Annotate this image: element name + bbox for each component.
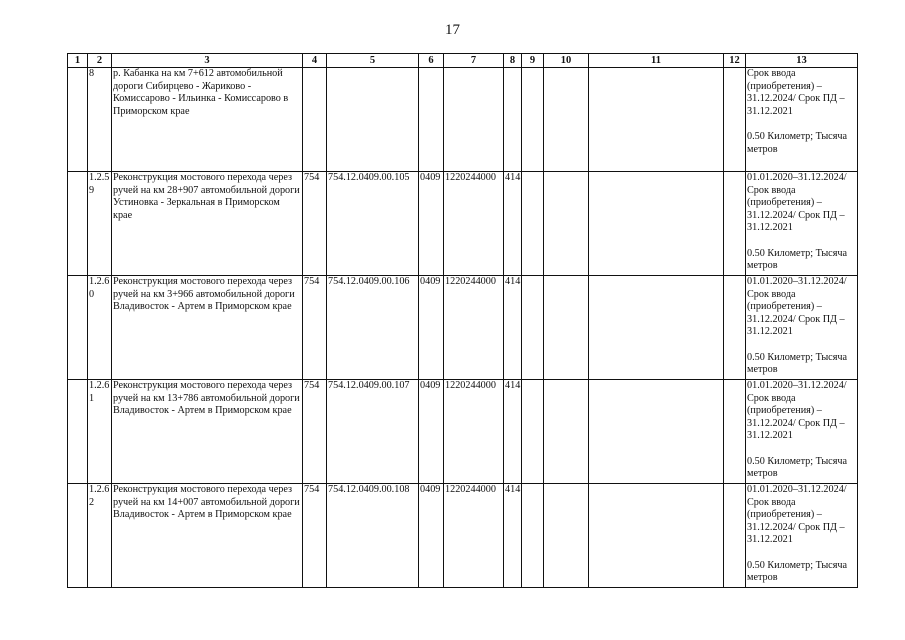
col-header-12: 12: [724, 54, 746, 68]
cell-col10: [544, 276, 589, 380]
terms-text: 01.01.2020–31.12.2024/ Срок ввода (приобретения) – 31.12.2024/ Срок ПД – 31.12.2021: [747, 380, 847, 442]
cell-col1: [68, 380, 88, 484]
cell-col11: [589, 276, 724, 380]
col-header-1: 1: [68, 54, 88, 68]
capacity-text: 0.50 Километр; Тысяча метров: [747, 559, 848, 584]
table-row: [68, 484, 858, 588]
cell-target-code: 1220244000: [444, 276, 504, 380]
cell-expense-type: 414: [504, 172, 522, 276]
cell-section-code: [419, 68, 444, 172]
cell-object-name: Реконструкция мостового перехода через ручей на км 28+907 автомобильной дороги Устиновка - Зеркальная в Приморском крае: [112, 172, 303, 276]
cell-grbs-code: 754: [303, 172, 327, 276]
table-row: [68, 172, 858, 276]
cell-item-number: 1.2.61: [88, 380, 112, 484]
cell-expense-type: 414: [504, 380, 522, 484]
table-row: [68, 380, 858, 484]
cell-col12: [724, 172, 746, 276]
cell-expense-type: 414: [504, 276, 522, 380]
cell-target-code: 1220244000: [444, 484, 504, 588]
table-row: [68, 276, 858, 380]
cell-object-code: [327, 68, 419, 172]
col-header-13: 13: [746, 54, 858, 68]
cell-object-name: р. Кабанка на км 7+612 автомобильной дороги Сибирцево - Жариково - Комиссарово - Ильинка - Комиссарово в Приморском крае: [112, 68, 303, 172]
cell-col12: [724, 68, 746, 172]
col-header-5: 5: [327, 54, 419, 68]
cell-object-code: 754.12.0409.00.105: [327, 172, 419, 276]
cell-grbs-code: 754: [303, 380, 327, 484]
col-header-9: 9: [522, 54, 544, 68]
cell-terms-capacity: [746, 484, 858, 588]
capacity-text: 0.50 Километр; Тысяча метров: [747, 455, 848, 480]
cell-col12: [724, 484, 746, 588]
cell-col10: [544, 68, 589, 172]
cell-item-number: 8: [88, 68, 112, 172]
col-header-3: 3: [112, 54, 303, 68]
page-number: 17: [445, 22, 460, 38]
cell-col10: [544, 172, 589, 276]
col-header-4: 4: [303, 54, 327, 68]
cell-terms-capacity: [746, 276, 858, 380]
cell-col1: [68, 172, 88, 276]
terms-text: 01.01.2020–31.12.2024/ Срок ввода (приобретения) – 31.12.2024/ Срок ПД – 31.12.2021: [747, 172, 847, 234]
table-row: [68, 68, 858, 172]
col-header-8: 8: [504, 54, 522, 68]
cell-item-number: 1.2.60: [88, 276, 112, 380]
col-header-7: 7: [444, 54, 504, 68]
cell-col1: [68, 276, 88, 380]
cell-object-name: Реконструкция мостового перехода через ручей на км 13+786 автомобильной дороги Владивосток - Артем в Приморском крае: [112, 380, 303, 484]
cell-item-number: 1.2.62: [88, 484, 112, 588]
capacity-text: 0.50 Километр; Тысяча метров: [747, 247, 848, 272]
cell-col10: [544, 380, 589, 484]
cell-object-code: 754.12.0409.00.108: [327, 484, 419, 588]
cell-terms-capacity: [746, 68, 858, 172]
terms-text: 01.01.2020–31.12.2024/ Срок ввода (приобретения) – 31.12.2024/ Срок ПД – 31.12.2021: [747, 484, 847, 546]
cell-col9: [522, 380, 544, 484]
data-table: [67, 53, 858, 588]
cell-terms-capacity: [746, 172, 858, 276]
col-header-11: 11: [589, 54, 724, 68]
cell-col9: [522, 172, 544, 276]
cell-expense-type: [504, 68, 522, 172]
cell-col9: [522, 68, 544, 172]
col-header-2: 2: [88, 54, 112, 68]
cell-grbs-code: [303, 68, 327, 172]
cell-col11: [589, 380, 724, 484]
cell-section-code: 0409: [419, 380, 444, 484]
cell-col12: [724, 276, 746, 380]
cell-target-code: 1220244000: [444, 172, 504, 276]
cell-section-code: 0409: [419, 276, 444, 380]
cell-col1: [68, 68, 88, 172]
cell-object-code: 754.12.0409.00.106: [327, 276, 419, 380]
terms-text: Срок ввода (приобретения) – 31.12.2024/ Срок ПД – 31.12.2021: [747, 68, 845, 117]
cell-grbs-code: 754: [303, 484, 327, 588]
cell-object-code: 754.12.0409.00.107: [327, 380, 419, 484]
cell-target-code: 1220244000: [444, 380, 504, 484]
cell-section-code: 0409: [419, 484, 444, 588]
cell-item-number: 1.2.59: [88, 172, 112, 276]
capacity-text: 0.50 Километр; Тысяча метров: [747, 351, 848, 376]
cell-col11: [589, 172, 724, 276]
cell-col9: [522, 484, 544, 588]
cell-terms-capacity: [746, 380, 858, 484]
cell-object-name: Реконструкция мостового перехода через ручей на км 3+966 автомобильной дороги Владивосток - Артем в Приморском крае: [112, 276, 303, 380]
cell-object-name: Реконструкция мостового перехода через ручей на км 14+007 автомобильной дороги Владивосток - Артем в Приморском крае: [112, 484, 303, 588]
cell-expense-type: 414: [504, 484, 522, 588]
cell-target-code: [444, 68, 504, 172]
capacity-text: 0.50 Километр; Тысяча метров: [747, 130, 848, 155]
cell-col9: [522, 276, 544, 380]
cell-grbs-code: 754: [303, 276, 327, 380]
col-header-6: 6: [419, 54, 444, 68]
table-header-row: [68, 54, 858, 68]
cell-col1: [68, 484, 88, 588]
cell-col11: [589, 484, 724, 588]
cell-col10: [544, 484, 589, 588]
cell-col12: [724, 380, 746, 484]
cell-col11: [589, 68, 724, 172]
cell-section-code: 0409: [419, 172, 444, 276]
terms-text: 01.01.2020–31.12.2024/ Срок ввода (приобретения) – 31.12.2024/ Срок ПД – 31.12.2021: [747, 276, 847, 338]
col-header-10: 10: [544, 54, 589, 68]
